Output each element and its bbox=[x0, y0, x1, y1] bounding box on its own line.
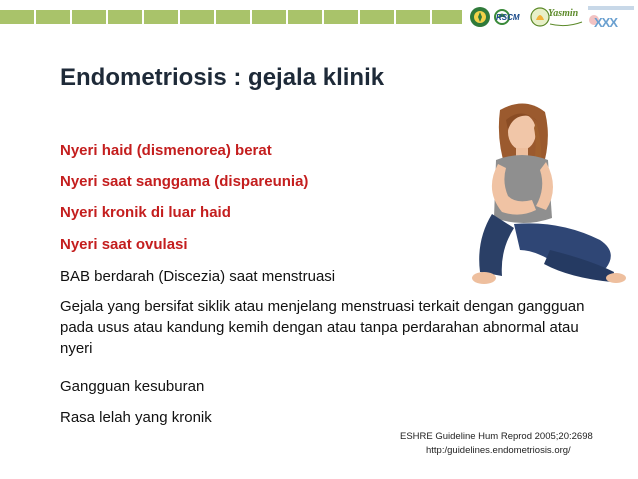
list-item: Gangguan kesuburan bbox=[60, 378, 205, 395]
list-item: Nyeri saat sanggama (dispareunia) bbox=[60, 173, 309, 190]
reference-url: http:/guidelines.endometriosis.org/ bbox=[426, 445, 571, 456]
xxx-logo-text: XXX bbox=[594, 15, 618, 30]
header-band bbox=[0, 10, 462, 24]
yasmin-logo-text: Yasmin bbox=[548, 8, 579, 19]
logo-strip bbox=[466, 4, 638, 30]
reference-line: ESHRE Guideline Hum Reprod 2005;20:2698 bbox=[400, 431, 593, 442]
rscm-logo-text: RSCM bbox=[496, 13, 520, 22]
list-item: Rasa lelah yang kronik bbox=[60, 409, 212, 426]
list-item: Nyeri saat ovulasi bbox=[60, 236, 188, 253]
emblem-icon bbox=[468, 4, 492, 30]
list-item: BAB berdarah (Discezia) saat menstruasi bbox=[60, 268, 336, 285]
woman-in-pain-photo bbox=[440, 100, 630, 290]
list-item: Nyeri haid (dismenorea) berat bbox=[60, 142, 272, 159]
list-item: Nyeri kronik di luar haid bbox=[60, 204, 231, 221]
slide-title: Endometriosis : gejala klinik bbox=[60, 64, 385, 91]
list-item: Gejala yang bersifat siklik atau menjelang menstruasi terkait dengan gangguan pada usus atau kandung kemih dengan atau tanpa perdarahan abnormal atau nyeri bbox=[60, 298, 585, 357]
reference-citation bbox=[400, 430, 593, 458]
